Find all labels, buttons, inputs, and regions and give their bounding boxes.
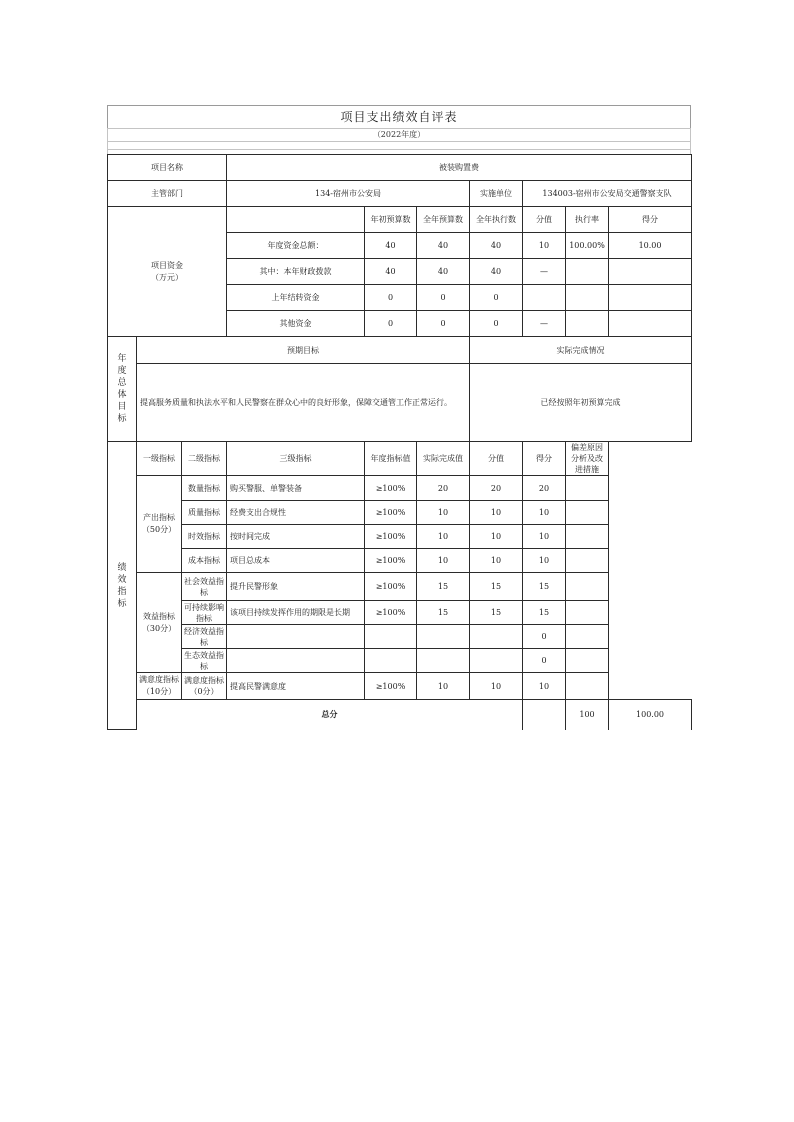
perf-level1-satisfaction xyxy=(137,673,182,700)
blank-band xyxy=(107,141,691,149)
perf-score-value: 10 xyxy=(470,549,523,573)
perf-level3: 提升民警形象 xyxy=(227,573,365,601)
perf-level3: 按时间完成 xyxy=(227,525,365,549)
perf-header-target: 年度指标值 xyxy=(365,442,417,476)
perf-score: 20 xyxy=(523,476,566,501)
perf-actual xyxy=(417,649,470,673)
funds-row-exec: 0 xyxy=(470,311,523,337)
perf-note xyxy=(566,501,609,525)
funds-row-rate xyxy=(566,311,609,337)
funds-row-exec: 0 xyxy=(470,285,523,311)
perf-level3: 项目总成本 xyxy=(227,549,365,573)
goals-expected: 提高服务质量和执法水平和人民警察在群众心中的良好形象，保障交通管工作正常运行。 xyxy=(137,364,470,442)
perf-score-value: 10 xyxy=(470,501,523,525)
funds-row-exec: 40 xyxy=(470,233,523,259)
perf-note xyxy=(566,649,609,673)
performance-sheet xyxy=(107,105,691,730)
funds-row-exec: 40 xyxy=(470,259,523,285)
perf-row xyxy=(108,625,692,649)
funds-row-init: 0 xyxy=(365,285,417,311)
funds-row-score-value xyxy=(523,285,566,311)
funds-header-rate: 执行率 xyxy=(566,207,609,233)
perf-score-value: 15 xyxy=(470,601,523,625)
funds-row-init: 40 xyxy=(365,233,417,259)
total-actual-blank xyxy=(523,700,566,730)
perf-note xyxy=(566,549,609,573)
funds-row-score xyxy=(609,311,692,337)
goals-header-row xyxy=(108,337,692,364)
project-name-value: 被装购置费 xyxy=(227,155,692,181)
perf-target: ≥100% xyxy=(365,601,417,625)
perf-header-score-value: 分值 xyxy=(470,442,523,476)
impl-label: 实施单位 xyxy=(470,181,523,207)
perf-level2: 生态效益指标 xyxy=(182,649,227,673)
funds-row-full: 40 xyxy=(417,259,470,285)
sheet-title: 项目支出绩效自评表 xyxy=(107,105,691,128)
perf-level2: 社会效益指标 xyxy=(182,573,227,601)
perf-level1-output xyxy=(137,476,182,573)
perf-target: ≥100% xyxy=(365,549,417,573)
funds-row-score xyxy=(609,259,692,285)
funds-header-row xyxy=(108,207,692,233)
goals-actual: 已经按照年初预算完成 xyxy=(470,364,692,442)
perf-label xyxy=(108,442,137,730)
perf-row xyxy=(108,649,692,673)
perf-header-note: 偏差原因分析及改进措施 xyxy=(566,442,609,476)
perf-level3: 购买警服、单警装备 xyxy=(227,476,365,501)
perf-level2: 满意度指标（0分） xyxy=(182,673,227,700)
funds-header-score-value: 分值 xyxy=(523,207,566,233)
funds-header-blank xyxy=(227,207,365,233)
perf-level3: 该项目持续发挥作用的期限是长期 xyxy=(227,601,365,625)
perf-actual: 15 xyxy=(417,573,470,601)
perf-score: 0 xyxy=(523,625,566,649)
perf-actual: 10 xyxy=(417,501,470,525)
perf-score-value xyxy=(470,625,523,649)
perf-row xyxy=(108,501,692,525)
perf-score: 10 xyxy=(523,673,566,700)
perf-score-value: 10 xyxy=(470,525,523,549)
perf-note xyxy=(566,601,609,625)
funds-row-rate xyxy=(566,259,609,285)
perf-actual: 10 xyxy=(417,549,470,573)
perf-level3: 经费支出合规性 xyxy=(227,501,365,525)
total-row xyxy=(108,700,692,730)
perf-header-level1: 一级指标 xyxy=(137,442,182,476)
dept-label: 主管部门 xyxy=(108,181,227,207)
perf-target: ≥100% xyxy=(365,673,417,700)
perf-target xyxy=(365,649,417,673)
perf-level2: 时效指标 xyxy=(182,525,227,549)
perf-target: ≥100% xyxy=(365,501,417,525)
funds-row-full: 0 xyxy=(417,311,470,337)
perf-target xyxy=(365,625,417,649)
total-score: 100.00 xyxy=(609,700,692,730)
funds-row-full: 40 xyxy=(417,233,470,259)
funds-row-name: 其中：本年财政拨款 xyxy=(227,259,365,285)
goals-content-row xyxy=(108,364,692,442)
perf-actual: 15 xyxy=(417,601,470,625)
funds-row-rate: 100.00% xyxy=(566,233,609,259)
perf-score-value: 10 xyxy=(470,673,523,700)
perf-row xyxy=(108,525,692,549)
perf-header-row xyxy=(108,442,692,476)
perf-actual: 20 xyxy=(417,476,470,501)
project-name-label: 项目名称 xyxy=(108,155,227,181)
perf-score-value xyxy=(470,649,523,673)
perf-level2: 成本指标 xyxy=(182,549,227,573)
perf-level3 xyxy=(227,649,365,673)
perf-row xyxy=(108,673,692,700)
perf-score: 15 xyxy=(523,573,566,601)
funds-row-rate xyxy=(566,285,609,311)
funds-row-score-value: — xyxy=(523,259,566,285)
funds-row-name: 上年结转资金 xyxy=(227,285,365,311)
perf-note xyxy=(566,625,609,649)
funds-row-init: 0 xyxy=(365,311,417,337)
funds-label-text: 项目资金（万元） xyxy=(151,260,183,282)
funds-row-name: 其他资金 xyxy=(227,311,365,337)
perf-level2: 数量指标 xyxy=(182,476,227,501)
perf-score-value: 20 xyxy=(470,476,523,501)
funds-row-full: 0 xyxy=(417,285,470,311)
funds-row-init: 40 xyxy=(365,259,417,285)
perf-score: 15 xyxy=(523,601,566,625)
impl-value: 134003-宿州市公安局交通警察支队 xyxy=(523,181,692,207)
perf-level2: 质量指标 xyxy=(182,501,227,525)
perf-level1-benefit xyxy=(137,573,182,673)
perf-level3 xyxy=(227,625,365,649)
funds-row-name: 年度资金总额： xyxy=(227,233,365,259)
perf-label-text: 绩效指标 xyxy=(117,562,127,609)
perf-level2: 可持续影响指标 xyxy=(182,601,227,625)
perf-score: 0 xyxy=(523,649,566,673)
perf-row xyxy=(108,549,692,573)
perf-header-actual: 实际完成值 xyxy=(417,442,470,476)
project-name-row xyxy=(108,155,692,181)
funds-row-score-value: 10 xyxy=(523,233,566,259)
funds-header-exec: 全年执行数 xyxy=(470,207,523,233)
perf-target: ≥100% xyxy=(365,476,417,501)
perf-level1-output-text: 产出指标（50分） xyxy=(141,513,177,534)
perf-actual xyxy=(417,625,470,649)
perf-note xyxy=(566,673,609,700)
perf-score: 10 xyxy=(523,501,566,525)
perf-header-level3: 三级指标 xyxy=(227,442,365,476)
funds-label xyxy=(108,207,227,337)
perf-target: ≥100% xyxy=(365,573,417,601)
evaluation-table xyxy=(107,154,692,730)
funds-header-full: 全年预算数 xyxy=(417,207,470,233)
perf-score: 10 xyxy=(523,549,566,573)
dept-row xyxy=(108,181,692,207)
perf-score: 10 xyxy=(523,525,566,549)
funds-row-score: 10.00 xyxy=(609,233,692,259)
goals-label xyxy=(108,337,137,442)
perf-score-value: 15 xyxy=(470,573,523,601)
perf-row xyxy=(108,573,692,601)
perf-header-score: 得分 xyxy=(523,442,566,476)
goals-actual-label: 实际完成情况 xyxy=(470,337,692,364)
perf-row xyxy=(108,601,692,625)
perf-note xyxy=(566,476,609,501)
perf-level1-satisfaction-text: 满意度指标（10分） xyxy=(139,675,179,696)
perf-actual: 10 xyxy=(417,673,470,700)
total-label: 总分 xyxy=(137,700,523,730)
funds-header-init: 年初预算数 xyxy=(365,207,417,233)
perf-level3: 提高民警满意度 xyxy=(227,673,365,700)
perf-level1-benefit-text: 效益指标（30分） xyxy=(141,611,177,633)
sheet-year: （2022年度） xyxy=(107,128,691,141)
goals-expected-label: 预期目标 xyxy=(137,337,470,364)
perf-level2: 经济效益指标 xyxy=(182,625,227,649)
perf-note xyxy=(566,573,609,601)
perf-note xyxy=(566,525,609,549)
funds-header-score: 得分 xyxy=(609,207,692,233)
perf-header-level2: 二级指标 xyxy=(182,442,227,476)
goals-label-text: 年度总体目标 xyxy=(117,354,127,424)
funds-row-score xyxy=(609,285,692,311)
perf-target: ≥100% xyxy=(365,525,417,549)
perf-row xyxy=(108,476,692,501)
funds-row-score-value: — xyxy=(523,311,566,337)
dept-value: 134-宿州市公安局 xyxy=(227,181,470,207)
total-score-value: 100 xyxy=(566,700,609,730)
perf-actual: 10 xyxy=(417,525,470,549)
